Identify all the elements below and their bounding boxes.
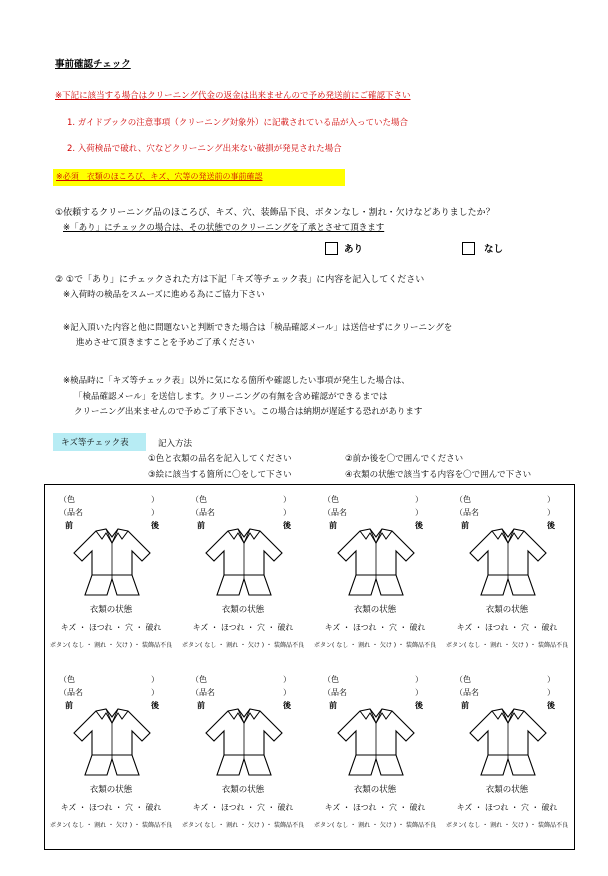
- garment-card: [441, 487, 573, 667]
- item-field-label: （品名: [455, 508, 479, 517]
- garment-icon[interactable]: [468, 527, 548, 599]
- instruction-3: ③絵に該当する箇所に〇をして下さい: [148, 470, 292, 480]
- checkbox-no-label: なし: [484, 244, 504, 255]
- garment-status-title: 衣類の状態: [221, 605, 265, 615]
- instruction-2: ②前か後を〇で囲んでください: [345, 454, 464, 464]
- checkbox-yes[interactable]: [325, 242, 338, 255]
- garment-icon[interactable]: [72, 707, 152, 779]
- garment-icon[interactable]: [336, 707, 416, 779]
- button-defect-options[interactable]: ボタン( なし ・ 割れ ・ 欠け ) ・ 装飾品不良: [182, 822, 304, 829]
- question-1-note: ※「あり」にチェックの場合は、その状態でのクリーニングを了承とさせて頂きます: [63, 223, 385, 233]
- front-option[interactable]: 前: [461, 701, 469, 710]
- garment-status-title: 衣類の状態: [89, 605, 133, 615]
- defect-options[interactable]: キズ ・ ほつれ ・ 穴 ・ 破れ: [192, 803, 294, 812]
- back-option[interactable]: 後: [151, 701, 159, 710]
- button-defect-options[interactable]: ボタン( なし ・ 割れ ・ 欠け ) ・ 装飾品不良: [182, 642, 304, 649]
- item-field-close: ）: [283, 508, 291, 517]
- item-field-label: （品名: [455, 688, 479, 697]
- front-option[interactable]: 前: [197, 701, 205, 710]
- rule-1: 1. ガイドブックの注意事項（クリーニング対象外）に記載されている品が入っていた場合: [67, 118, 409, 128]
- item-field-close: ）: [415, 508, 423, 517]
- front-option[interactable]: 前: [65, 521, 73, 530]
- back-option[interactable]: 後: [415, 521, 423, 530]
- check-chart-label-text: キズ等チェック表: [61, 438, 129, 448]
- front-option[interactable]: 前: [329, 701, 337, 710]
- item-field-close: ）: [547, 688, 555, 697]
- garment-icon[interactable]: [468, 707, 548, 779]
- front-option[interactable]: 前: [329, 521, 337, 530]
- item-field-close: ）: [547, 508, 555, 517]
- garment-icon[interactable]: [204, 527, 284, 599]
- back-option[interactable]: 後: [547, 521, 555, 530]
- item-field-label: （品名: [59, 508, 83, 517]
- garment-card: [45, 667, 177, 847]
- rule-2: 2. 入荷検品で破れ、穴などクリーニング出来ない破損が発見された場合: [67, 144, 342, 154]
- page-title: 事前確認チェック: [55, 59, 131, 70]
- back-option[interactable]: 後: [283, 701, 291, 710]
- color-field-close: ）: [415, 675, 423, 684]
- question-1: ①依頼するクリーニング品のほころび、キズ、穴、装飾品下良、ボタンなし・割れ・欠けなどありましたか？: [55, 208, 495, 218]
- defect-options[interactable]: キズ ・ ほつれ ・ 穴 ・ 破れ: [324, 623, 426, 632]
- item-field-label: （品名: [59, 688, 83, 697]
- q2-line-3: 進めさせて頂きますことを予めご了承ください: [76, 338, 255, 348]
- back-option[interactable]: 後: [151, 521, 159, 530]
- defect-options[interactable]: キズ ・ ほつれ ・ 穴 ・ 破れ: [60, 623, 162, 632]
- color-field-close: ）: [415, 495, 423, 504]
- garment-status-title: 衣類の状態: [485, 785, 529, 795]
- garment-icon[interactable]: [204, 707, 284, 779]
- item-field-close: ）: [415, 688, 423, 697]
- checkbox-no[interactable]: [462, 242, 475, 255]
- garment-status-title: 衣類の状態: [221, 785, 265, 795]
- garment-card: [309, 487, 441, 667]
- garment-icon[interactable]: [72, 527, 152, 599]
- must-check-text: ※必須 衣類のほころび、キズ、穴等の発送前の事前確認: [56, 172, 263, 181]
- color-field-label: （色: [323, 495, 339, 504]
- item-field-label: （品名: [323, 688, 347, 697]
- color-field-close: ）: [283, 675, 291, 684]
- defect-options[interactable]: キズ ・ ほつれ ・ 穴 ・ 破れ: [456, 623, 558, 632]
- garment-card: [177, 667, 309, 847]
- button-defect-options[interactable]: ボタン( なし ・ 割れ ・ 欠け ) ・ 装飾品不良: [314, 642, 436, 649]
- item-field-label: （品名: [323, 508, 347, 517]
- button-defect-options[interactable]: ボタン( なし ・ 割れ ・ 欠け ) ・ 装飾品不良: [314, 822, 436, 829]
- garment-status-title: 衣類の状態: [485, 605, 529, 615]
- q2-line-2: ※記入頂いた内容と他に問題ないと判断できた場合は「検品確認メール」は送信せずにクリーニングを: [63, 323, 453, 333]
- instruction-4: ④衣類の状態で該当する内容を〇で囲んで下さい: [345, 470, 532, 480]
- item-field-close: ）: [283, 688, 291, 697]
- button-defect-options[interactable]: ボタン( なし ・ 割れ ・ 欠け ) ・ 装飾品不良: [446, 822, 568, 829]
- instructions-heading: 記入方法: [158, 439, 193, 449]
- color-field-label: （色: [455, 675, 471, 684]
- color-field-label: （色: [191, 495, 207, 504]
- color-field-label: （色: [455, 495, 471, 504]
- q2-line-5: 「検品確認メール」を送信します。クリーニングの有無を含め確認ができるまでは: [74, 392, 388, 402]
- defect-options[interactable]: キズ ・ ほつれ ・ 穴 ・ 破れ: [60, 803, 162, 812]
- garment-status-title: 衣類の状態: [353, 785, 397, 795]
- front-option[interactable]: 前: [65, 701, 73, 710]
- checkbox-yes-label: あり: [344, 244, 364, 255]
- front-option[interactable]: 前: [461, 521, 469, 530]
- button-defect-options[interactable]: ボタン( なし ・ 割れ ・ 欠け ) ・ 装飾品不良: [50, 822, 172, 829]
- back-option[interactable]: 後: [547, 701, 555, 710]
- garment-card: [177, 487, 309, 667]
- item-field-close: ）: [151, 688, 159, 697]
- garment-status-title: 衣類の状態: [89, 785, 133, 795]
- color-field-close: ）: [547, 495, 555, 504]
- must-check-banner: [53, 169, 345, 186]
- item-field-close: ）: [151, 508, 159, 517]
- garment-card: [45, 487, 177, 667]
- instruction-1: ①色と衣類の品名を記入してください: [148, 454, 292, 464]
- garment-card: [309, 667, 441, 847]
- question-2: ② ①で「あり」にチェックされた方は下記「キズ等チェック表」に内容を記入してください: [55, 275, 425, 285]
- defect-options[interactable]: キズ ・ ほつれ ・ 穴 ・ 破れ: [192, 623, 294, 632]
- defect-options[interactable]: キズ ・ ほつれ ・ 穴 ・ 破れ: [324, 803, 426, 812]
- q2-line-1: ※入荷時の検品をスムーズに進める為にご協力下さい: [63, 290, 265, 300]
- defect-options[interactable]: キズ ・ ほつれ ・ 穴 ・ 破れ: [456, 803, 558, 812]
- garment-card: [441, 667, 573, 847]
- garment-status-title: 衣類の状態: [353, 605, 397, 615]
- color-field-label: （色: [323, 675, 339, 684]
- q2-line-4: ※検品時に「キズ等チェック表」以外に気になる箇所や確認したい事項が発生した場合は、: [63, 376, 410, 386]
- color-field-label: （色: [191, 675, 207, 684]
- color-field-label: （色: [59, 495, 75, 504]
- color-field-close: ）: [151, 495, 159, 504]
- back-option[interactable]: 後: [283, 521, 291, 530]
- item-field-label: （品名: [191, 508, 215, 517]
- item-field-label: （品名: [191, 688, 215, 697]
- back-option[interactable]: 後: [415, 701, 423, 710]
- color-field-close: ）: [151, 675, 159, 684]
- check-chart-label: [53, 433, 146, 451]
- front-option[interactable]: 前: [197, 521, 205, 530]
- color-field-label: （色: [59, 675, 75, 684]
- button-defect-options[interactable]: ボタン( なし ・ 割れ ・ 欠け ) ・ 装飾品不良: [50, 642, 172, 649]
- garment-icon[interactable]: [336, 527, 416, 599]
- button-defect-options[interactable]: ボタン( なし ・ 割れ ・ 欠け ) ・ 装飾品不良: [446, 642, 568, 649]
- refund-warning: ※下記に該当する場合はクリーニング代金の返金は出来ませんので予め発送前にご確認下さい: [55, 91, 411, 101]
- color-field-close: ）: [547, 675, 555, 684]
- q2-line-6: クリーニング出来ませんので予めご了承下さい。この場合は納期が遅延する恐れがあります: [74, 407, 423, 417]
- color-field-close: ）: [283, 495, 291, 504]
- check-chart-grid: [44, 484, 575, 850]
